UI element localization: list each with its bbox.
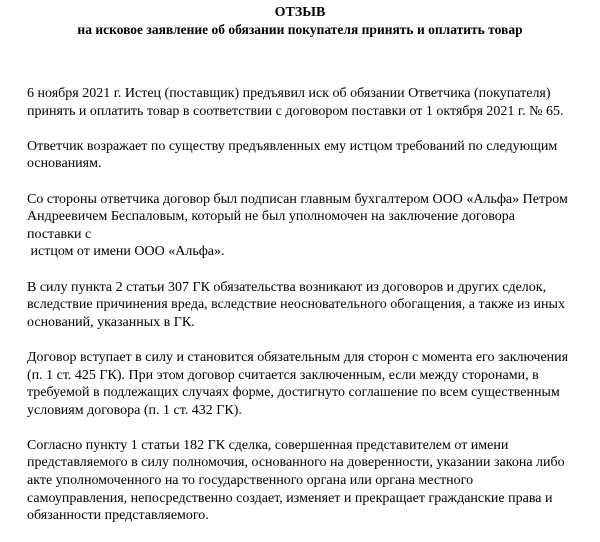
text-line: требуемой в подлежащих случаях форме, достигнуто соглашение по всем существенным [27, 385, 560, 401]
text-line: акте уполномоченного на то государственного органа или органа местного [27, 473, 474, 489]
text-line: представляемого в силу полномочия, основанного на доверенности, указании закона либо [27, 455, 565, 471]
paragraph-article-307 [27, 279, 592, 332]
text-line: оснований, указанных в ГК. [27, 314, 195, 330]
text-line: основаниям. [27, 156, 102, 172]
paragraph-article-425-432 [27, 349, 592, 419]
text-line: поставки с [27, 226, 92, 242]
text-line: В силу пункта 2 статьи 307 ГК обязательства возникают из договоров и других сделок, [27, 279, 547, 295]
paragraph-signatory [27, 191, 592, 261]
text-line: (п. 1 ст. 425 ГК). При этом договор считается заключенным, если между сторонами, в [27, 367, 539, 383]
text-line: Андреевичем Беспаловым, который не был уполномочен на заключение договора [27, 209, 515, 225]
paragraph-claim [27, 85, 592, 120]
document-title: ОТЗЫВ [274, 5, 326, 20]
text-line: Со стороны ответчика договор был подписан главным бухгалтером ООО «Альфа» Петром [27, 191, 568, 207]
document-body [27, 85, 592, 542]
text-line: самоуправления, непосредственно создает, изменяет и прекращает гражданские права и [27, 490, 553, 506]
text-line: условиям договора (п. 1 ст. 432 ГК). [27, 402, 242, 418]
text-line: Договор вступает в силу и становится обязательным для сторон с момента его заключения [27, 349, 569, 365]
text-line: Согласно пункту 1 статьи 182 ГК сделка, совершенная представителем от имени [27, 437, 509, 453]
paragraph-article-182 [27, 437, 592, 525]
text-line: истцом от имени ООО «Альфа». [27, 244, 225, 260]
text-line: обязанности представляемого. [27, 508, 209, 524]
paragraph-objection [27, 138, 592, 173]
text-line: принять и оплатить товар в соответствии с договором поставки от 1 октября 2021 г. № 65. [27, 103, 564, 119]
text-line: вследствие причинения вреда, вследствие неосновательного обогащения, а также из иных [27, 297, 565, 313]
text-line: 6 ноября 2021 г. Истец (поставщик) предъявил иск об обязании Ответчика (покупателя) [27, 86, 551, 101]
text-line: Ответчик возражает по существу предъявленных ему истцом требований по следующим [27, 138, 558, 154]
document-subtitle: на исковое заявление об обязании покупателя принять и оплатить товар [77, 22, 523, 37]
